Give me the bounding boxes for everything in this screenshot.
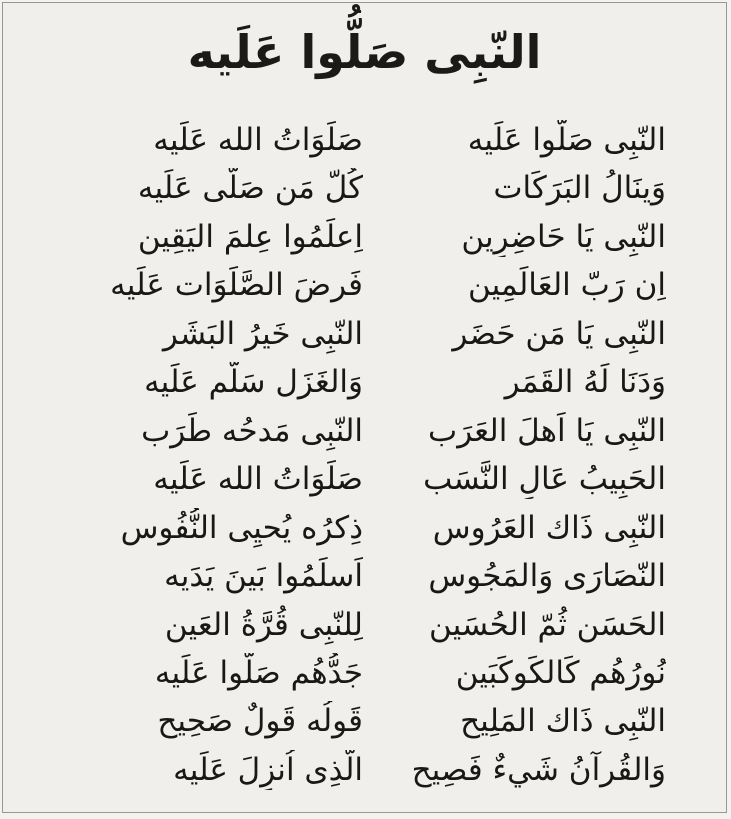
verse-line: النّبِى يَا مَن حَضَر [452,315,666,352]
verse-line: اِن رَبّ العَالَمِين [467,267,666,304]
verse-line: جَدُّهُم صَلُّوا عَلَيه [154,654,363,691]
left-column [63,120,363,790]
poem-page [2,2,727,813]
verse-line: النّبِى يَا حَاضِرِين [461,218,666,255]
verse-line: لِلنّبِى قُرَّةُ العَين [164,606,363,643]
verse-line: وَالغَزَل سَلّم عَلَيه [144,364,363,401]
verse-line: النّبِى ذَاك العَرُوس [432,509,666,546]
verse-line: فَرضَ الصَّلَوَات عَلَيه [110,267,363,304]
verse-line: قَولُه قَولٌ صَحِيح [157,703,363,740]
poem-title: النّبِى صَلُّوا عَلَيه [187,25,542,79]
verse-line: ذِكرُه يُحيِى النُّفُوس [120,509,363,546]
verse-line: اَسلَمُوا بَينَ يَدَيه [164,558,363,595]
verse-line: النّبِى ذَاك المَلِيح [460,703,666,740]
verse-line: النّبِى مَدحُه طَرَب [141,412,363,449]
poem-columns [63,120,666,790]
verse-line: الحَبِيبُ عَالِ النَّسَب [423,461,666,498]
verse-line: اِعلَمُوا عِلمَ اليَقِين [137,218,363,255]
verse-line: صَلَوَاتُ الله عَلَيه [153,461,363,498]
verse-line: النّصَارَى وَالمَجُوس [428,558,666,595]
verse-line: نُورُهُم كَالكَوكَبَين [455,654,666,691]
verse-line: النّبِى صَلُّوا عَلَيه [467,122,666,158]
verse-line: وَينَالُ البَرَكَات [493,170,666,207]
verse-line: الَّذِى اُنزِلَ عَلَيه [173,751,363,788]
verse-line: كُلّ مَن صَلّى عَلَيه [137,170,363,207]
verse-line: صَلَوَاتُ الله عَلَيه [153,122,363,158]
verse-line: النّبِى يَا اَهلَ العَرَب [428,412,666,449]
verse-line: النّبِى خَيرُ البَشَر [162,315,363,352]
verse-line: وَالقُرآنُ شَيءٌ فَصِيح [411,751,666,788]
verse-line: وَدَنَا لَهُ القَمَر [504,364,666,401]
verse-line: الحَسَن ثُمّ الحُسَين [429,606,666,643]
right-column [366,120,666,790]
